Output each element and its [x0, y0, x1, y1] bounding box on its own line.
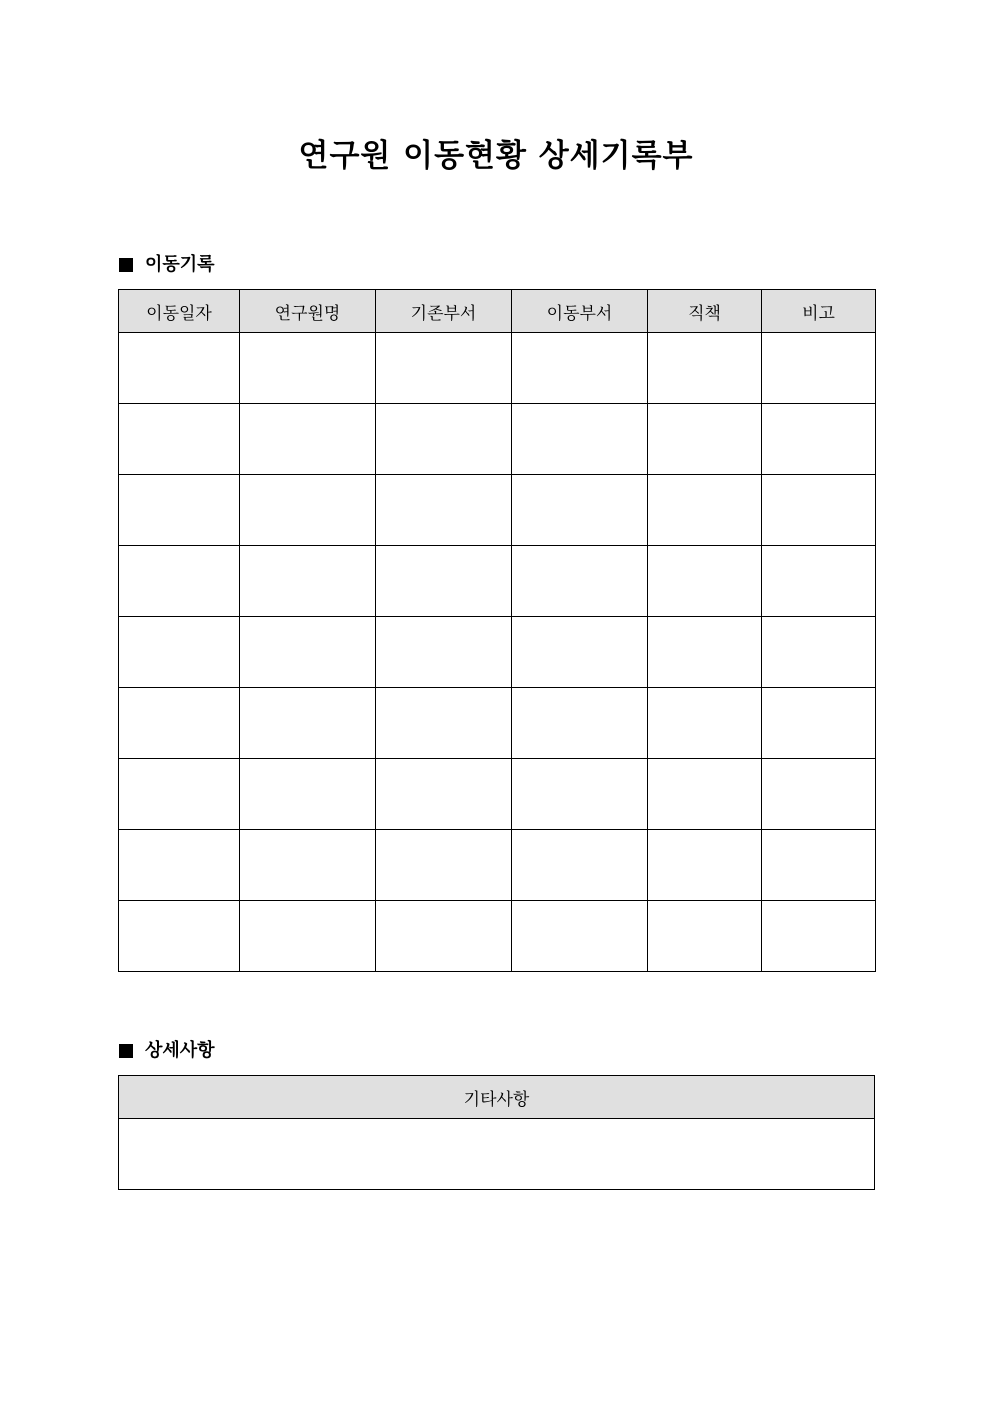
new-department-cell[interactable] — [512, 617, 648, 688]
table-row — [119, 475, 876, 546]
table-row — [119, 688, 876, 759]
move-date-cell[interactable] — [119, 404, 240, 475]
column-header-new-department: 이동부서 — [512, 290, 648, 333]
previous-department-cell[interactable] — [376, 901, 512, 972]
researcher-name-cell[interactable] — [240, 333, 376, 404]
new-department-cell[interactable] — [512, 830, 648, 901]
position-cell[interactable] — [648, 404, 762, 475]
table-row — [119, 901, 876, 972]
researcher-name-cell[interactable] — [240, 901, 376, 972]
researcher-name-cell[interactable] — [240, 830, 376, 901]
section-heading-move-record — [119, 253, 215, 277]
table-row — [119, 404, 876, 475]
page-title: 연구원 이동현황 상세기록부 — [298, 138, 694, 174]
square-bullet-icon — [119, 258, 133, 272]
table-row — [119, 333, 876, 404]
position-cell[interactable] — [648, 688, 762, 759]
new-department-cell[interactable] — [512, 404, 648, 475]
section-heading-label: 상세사항 — [145, 1040, 215, 1061]
position-cell[interactable] — [648, 475, 762, 546]
remarks-cell[interactable] — [762, 759, 876, 830]
previous-department-cell[interactable] — [376, 830, 512, 901]
remarks-cell[interactable] — [762, 688, 876, 759]
researcher-name-cell[interactable] — [240, 617, 376, 688]
column-header-other-notes: 기타사항 — [119, 1076, 875, 1119]
column-header-position: 직책 — [648, 290, 762, 333]
new-department-cell[interactable] — [512, 901, 648, 972]
table-row — [119, 546, 876, 617]
previous-department-cell[interactable] — [376, 546, 512, 617]
position-cell[interactable] — [648, 830, 762, 901]
new-department-cell[interactable] — [512, 475, 648, 546]
new-department-cell[interactable] — [512, 333, 648, 404]
move-date-cell[interactable] — [119, 688, 240, 759]
researcher-name-cell[interactable] — [240, 404, 376, 475]
section-heading-details — [119, 1039, 215, 1063]
previous-department-cell[interactable] — [376, 475, 512, 546]
position-cell[interactable] — [648, 759, 762, 830]
column-header-previous-department: 기존부서 — [376, 290, 512, 333]
table-header-row — [119, 290, 876, 333]
previous-department-cell[interactable] — [376, 688, 512, 759]
remarks-cell[interactable] — [762, 901, 876, 972]
new-department-cell[interactable] — [512, 546, 648, 617]
other-notes-cell[interactable] — [119, 1119, 875, 1190]
position-cell[interactable] — [648, 901, 762, 972]
previous-department-cell[interactable] — [376, 333, 512, 404]
remarks-cell[interactable] — [762, 475, 876, 546]
move-date-cell[interactable] — [119, 333, 240, 404]
column-header-remarks: 비고 — [762, 290, 876, 333]
move-date-cell[interactable] — [119, 617, 240, 688]
move-date-cell[interactable] — [119, 759, 240, 830]
table-row — [119, 830, 876, 901]
table-row — [119, 1119, 875, 1190]
researcher-name-cell[interactable] — [240, 688, 376, 759]
square-bullet-icon — [119, 1044, 133, 1058]
position-cell[interactable] — [648, 546, 762, 617]
previous-department-cell[interactable] — [376, 617, 512, 688]
move-date-cell[interactable] — [119, 830, 240, 901]
details-table — [118, 1075, 875, 1190]
move-date-cell[interactable] — [119, 901, 240, 972]
column-header-move-date: 이동일자 — [119, 290, 240, 333]
remarks-cell[interactable] — [762, 404, 876, 475]
researcher-name-cell[interactable] — [240, 759, 376, 830]
remarks-cell[interactable] — [762, 830, 876, 901]
new-department-cell[interactable] — [512, 759, 648, 830]
section-heading-label: 이동기록 — [145, 254, 215, 275]
previous-department-cell[interactable] — [376, 759, 512, 830]
remarks-cell[interactable] — [762, 617, 876, 688]
researcher-name-cell[interactable] — [240, 546, 376, 617]
previous-department-cell[interactable] — [376, 404, 512, 475]
researcher-name-cell[interactable] — [240, 475, 376, 546]
table-row — [119, 617, 876, 688]
column-header-researcher-name: 연구원명 — [240, 290, 376, 333]
remarks-cell[interactable] — [762, 333, 876, 404]
move-date-cell[interactable] — [119, 475, 240, 546]
position-cell[interactable] — [648, 333, 762, 404]
move-date-cell[interactable] — [119, 546, 240, 617]
position-cell[interactable] — [648, 617, 762, 688]
move-record-table — [118, 289, 876, 972]
table-row — [119, 759, 876, 830]
new-department-cell[interactable] — [512, 688, 648, 759]
table-header-row — [119, 1076, 875, 1119]
remarks-cell[interactable] — [762, 546, 876, 617]
